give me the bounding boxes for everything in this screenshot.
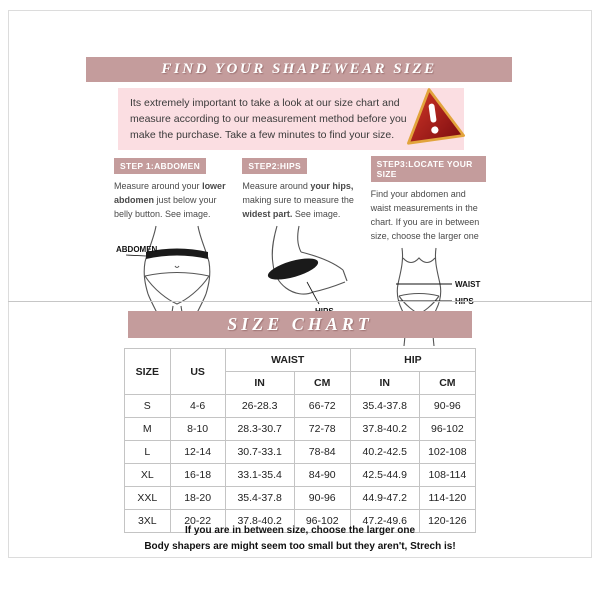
table-cell: 96-102	[294, 510, 350, 533]
table-cell: 28.3-30.7	[225, 418, 294, 441]
table-row	[125, 395, 476, 418]
footer-note-1: If you are in between size, choose the larger one	[184, 525, 416, 536]
table-row	[125, 418, 476, 441]
table-cell: 35.4-37.8	[225, 487, 294, 510]
table-cell: 3XL	[125, 510, 171, 533]
step-2-header-chip: STEP2:HIPS	[242, 158, 307, 174]
table-cell: XXL	[125, 487, 171, 510]
table-cell: 96-102	[419, 418, 475, 441]
footer-note-2: Body shapers are might seem too small but they aren't, Strech is!	[144, 541, 456, 552]
table-cell: 16-18	[170, 464, 225, 487]
table-row	[125, 441, 476, 464]
find-size-banner: FIND YOUR SHAPEWEAR SIZE	[86, 57, 512, 82]
table-cell: 8-10	[170, 418, 225, 441]
table-cell: 66-72	[294, 395, 350, 418]
table-cell: 90-96	[294, 487, 350, 510]
table-cell: L	[125, 441, 171, 464]
subheader-waist-in: IN	[225, 372, 294, 395]
section-divider	[8, 301, 592, 302]
table-cell: S	[125, 395, 171, 418]
table-cell: M	[125, 418, 171, 441]
step-3-text: Find your abdomen and waist measurements in the chart. If you are in between size, choose the larger one	[370, 189, 480, 241]
table-row	[125, 464, 476, 487]
table-cell: 72-78	[294, 418, 350, 441]
table-cell: 4-6	[170, 395, 225, 418]
table-cell: 42.5-44.9	[350, 464, 419, 487]
table-cell: 120-126	[419, 510, 475, 533]
table-cell: 78-84	[294, 441, 350, 464]
table-cell: 12-14	[170, 441, 225, 464]
col-header-size: SIZE	[125, 349, 171, 395]
waist-label: WAIST	[455, 279, 481, 289]
table-cell: 35.4-37.8	[350, 395, 419, 418]
subheader-waist-cm: CM	[294, 372, 350, 395]
col-header-us: US	[170, 349, 225, 395]
table-cell: 37.8-40.2	[350, 418, 419, 441]
size-table-body	[125, 395, 476, 533]
step-1-text: Measure around your lower abdomen just below your belly button. See image.	[114, 181, 226, 219]
table-row	[125, 487, 476, 510]
table-cell: XL	[125, 464, 171, 487]
size-table	[124, 348, 476, 533]
table-cell: 20-22	[170, 510, 225, 533]
step-2-text: Measure around your hips, making sure to measure the widest part. See image.	[242, 181, 354, 219]
table-cell: 18-20	[170, 487, 225, 510]
table-cell: 114-120	[419, 487, 475, 510]
table-cell: 30.7-33.1	[225, 441, 294, 464]
table-cell: 33.1-35.4	[225, 464, 294, 487]
table-cell: 44.9-47.2	[350, 487, 419, 510]
table-cell: 90-96	[419, 395, 475, 418]
step-1-header-chip: STEP 1:ABDOMEN	[114, 158, 206, 174]
table-cell: 47.2-49.6	[350, 510, 419, 533]
col-header-waist: WAIST	[225, 349, 350, 372]
table-cell: 102-108	[419, 441, 475, 464]
table-cell: 26-28.3	[225, 395, 294, 418]
subheader-hip-cm: CM	[419, 372, 475, 395]
subheader-hip-in: IN	[350, 372, 419, 395]
step-3-header-chip: STEP3:LOCATE YOUR SIZE	[371, 156, 486, 182]
abdomen-illustration	[116, 224, 228, 320]
table-cell: 37.8-40.2	[225, 510, 294, 533]
table-cell: 40.2-42.5	[350, 441, 419, 464]
warning-triangle-icon	[396, 82, 470, 154]
size-chart-banner: SIZE CHART	[128, 311, 472, 338]
table-header-row	[125, 349, 476, 372]
abdomen-label: ABDOMEN	[115, 244, 157, 254]
col-header-hip: HIP	[350, 349, 475, 372]
hips-illustration	[245, 224, 355, 320]
intro-text: Its extremely important to take a look at our size chart and measure according to our measurement method before you make the purchase. Take a few minutes to find your size.	[130, 97, 407, 141]
table-cell: 108-114	[419, 464, 475, 487]
table-cell: 84-90	[294, 464, 350, 487]
